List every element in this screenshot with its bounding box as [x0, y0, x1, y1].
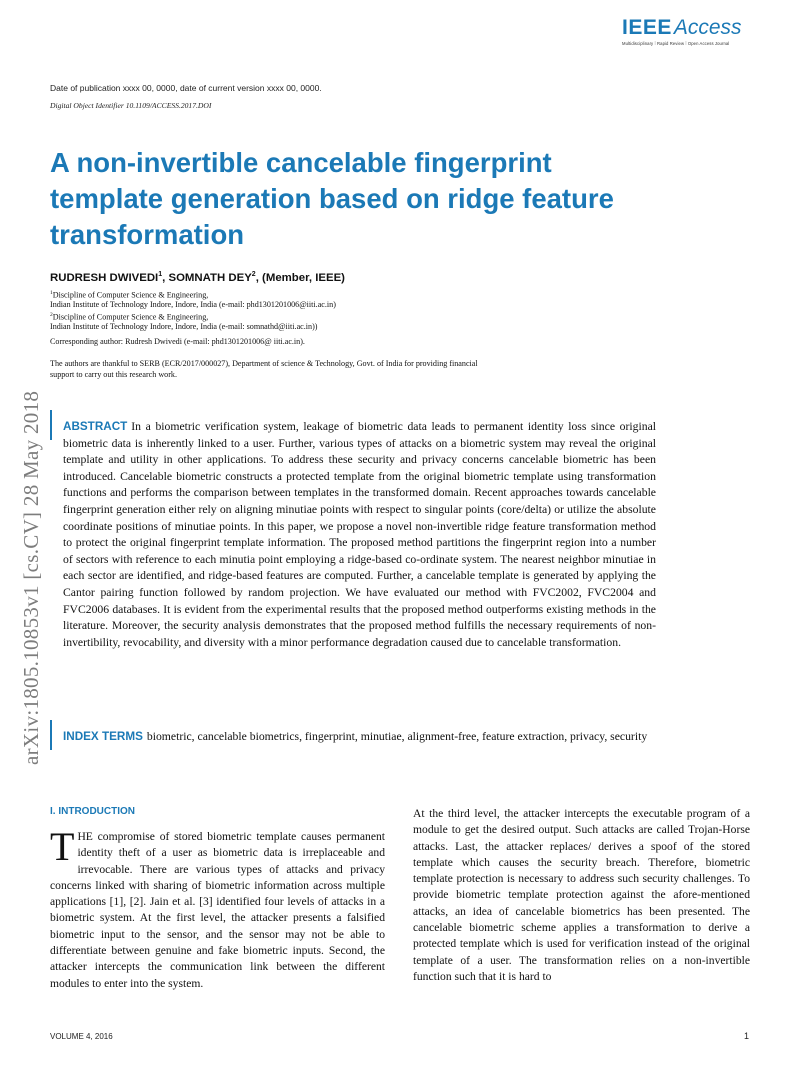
affiliation-2-address: Indian Institute of Technology Indore, Indore, India (e-mail: somnathd@iiti.ac.in)) [50, 322, 318, 331]
logo-wordmark [622, 16, 752, 40]
index-terms-accent-bar [50, 720, 52, 750]
footer-volume: VOLUME 4, 2016 [50, 1032, 113, 1041]
doi: Digital Object Identifier 10.1109/ACCESS.2017.DOI [50, 101, 212, 110]
page-number: 1 [744, 1031, 750, 1041]
publication-date: Date of publication xxxx 00, 0000, date of current version xxxx 00, 0000. [50, 83, 322, 93]
index-terms-label: INDEX TERMS [63, 730, 143, 743]
author-list [50, 271, 345, 284]
author-affil-marker: 2 [251, 271, 256, 278]
index-terms-text: biometric, cancelable biometrics, fingerprint, minutiae, alignment-free, feature extraction, privacy, security [146, 730, 648, 743]
abstract-accent-bar [50, 410, 52, 440]
affil-marker: 2 [50, 312, 53, 318]
funding-note: The authors are thankful to SERB (ECR/2017/000027), Department of science & Technology, Govt. of India for providing financial [50, 359, 478, 368]
drop-cap: T [50, 824, 75, 869]
author-name: RUDRESH DWIVEDI [50, 271, 159, 284]
affil-line: Discipline of Computer Science & Engineering, [52, 290, 209, 300]
journal-logo [622, 16, 752, 46]
author-name: SOMNATH DEY [168, 271, 252, 284]
logo-ieee: IEEE [622, 16, 672, 39]
corresponding-author: Corresponding author: Rudresh Dwivedi (e-mail: phd1301201006@ iiti.ac.in). [50, 337, 305, 346]
arxiv-stamp: arXiv:1805.10853v1 [cs.CV] 28 May 2018 [19, 390, 43, 765]
abstract [63, 419, 656, 651]
abstract-label: ABSTRACT [63, 420, 128, 433]
intro-column-left [50, 824, 385, 992]
affil-marker: 1 [50, 290, 53, 296]
funding-note-cont: support to carry out this research work. [50, 370, 177, 379]
logo-tagline: Multidisciplinary ⁞ Rapid Review ⁞ Open Access Journal [622, 41, 730, 46]
author-separator: , [162, 271, 169, 284]
abstract-text: In a biometric verification system, leakage of biometric data leads to permanent identity loss since original biometric data is inherently linked to a user. Further, various types of attacks on a biometric system may reveal the original template and utility in other applications. To address these security and privacy concerns cancelable biometric has been introduced. Cancelable biometric constructs a protected template from the original biometric template using transformation functions and performs the comparison between templates in the transformed domain. Recent approaches towards cancelable fingerprint generation either rely on aligning minutiae points with respect to singular points (core/delta) or utilize the absolute coordinate positions of minutiae points. In this paper, we propose a novel non-invertible ridge feature transformation method to protect the original fingerprint template information. The proposed method partitions the fingerprint region into a number of sectors with reference to each minutia point employing a ridge-based co-ordinate system. The nearest neighbor minutiae in each sector are identified, and ridge-based features are computed. Further, a cancelable template is generated by applying the Cantor pairing function followed by random projection. We have evaluated our method with FVC2002, FVC2004 and FVC2006 databases. It is evident from the experimental results that the proposed method outperforms existing methods in the literature. Moreover, the security analysis demonstrates that the proposed method fulfills the necessary requirements of non-invertibility, revocability, and diversity with a minor performance degradation caused due to cancelable transformation. [63, 420, 656, 649]
paper-title: A non-invertible cancelable fingerprint template generation based on ridge feature transformation [50, 147, 614, 250]
section-heading: I. INTRODUCTION [50, 806, 135, 817]
intro-text-left: HE compromise of stored biometric template causes permanent identity theft of a user as biometric data is irreplaceable and irrevocable. There are various types of attacks and privacy concerns linked with sharing of biometric information across multiple applications [1], [2]. Jain et al. [3] identified four levels of attacks in a biometric system. At the first level, the attacker presents a falsified biometric input to the sensor, and the sensor may not be able to differentiate between genuine and fake biometric inputs. Second, the attacker intercepts the communication link between the different modules to enter into the system. [50, 830, 385, 990]
affiliation-1-address: Indian Institute of Technology Indore, Indore, India (e-mail: phd1301201006@iiti.ac.in) [50, 300, 336, 309]
affil-line: Discipline of Computer Science & Engineering, [52, 312, 209, 322]
author-membership: , (Member, IEEE) [255, 271, 345, 284]
index-terms [63, 729, 656, 746]
author-affil-marker: 1 [158, 271, 163, 278]
logo-access: Access [673, 16, 742, 39]
intro-column-right: At the third level, the attacker intercepts the executable program of a module to get the desired output. Such attacks are called Trojan-Horse attacks. Last, the attacker replaces/ derives a spoof of the stored template which causes the security breach. Therefore, biometric template protection is necessary to address such security challenges. To provide biometric template protection against the afore-mentioned attacks, an idea of cancelable biometrics has been presented. The cancelable biometric scheme applies a transformation to derive a protected template which is used for verification instead of the original template of a user. The transformation relies on a non-invertible function such that it is hard to [413, 807, 750, 983]
